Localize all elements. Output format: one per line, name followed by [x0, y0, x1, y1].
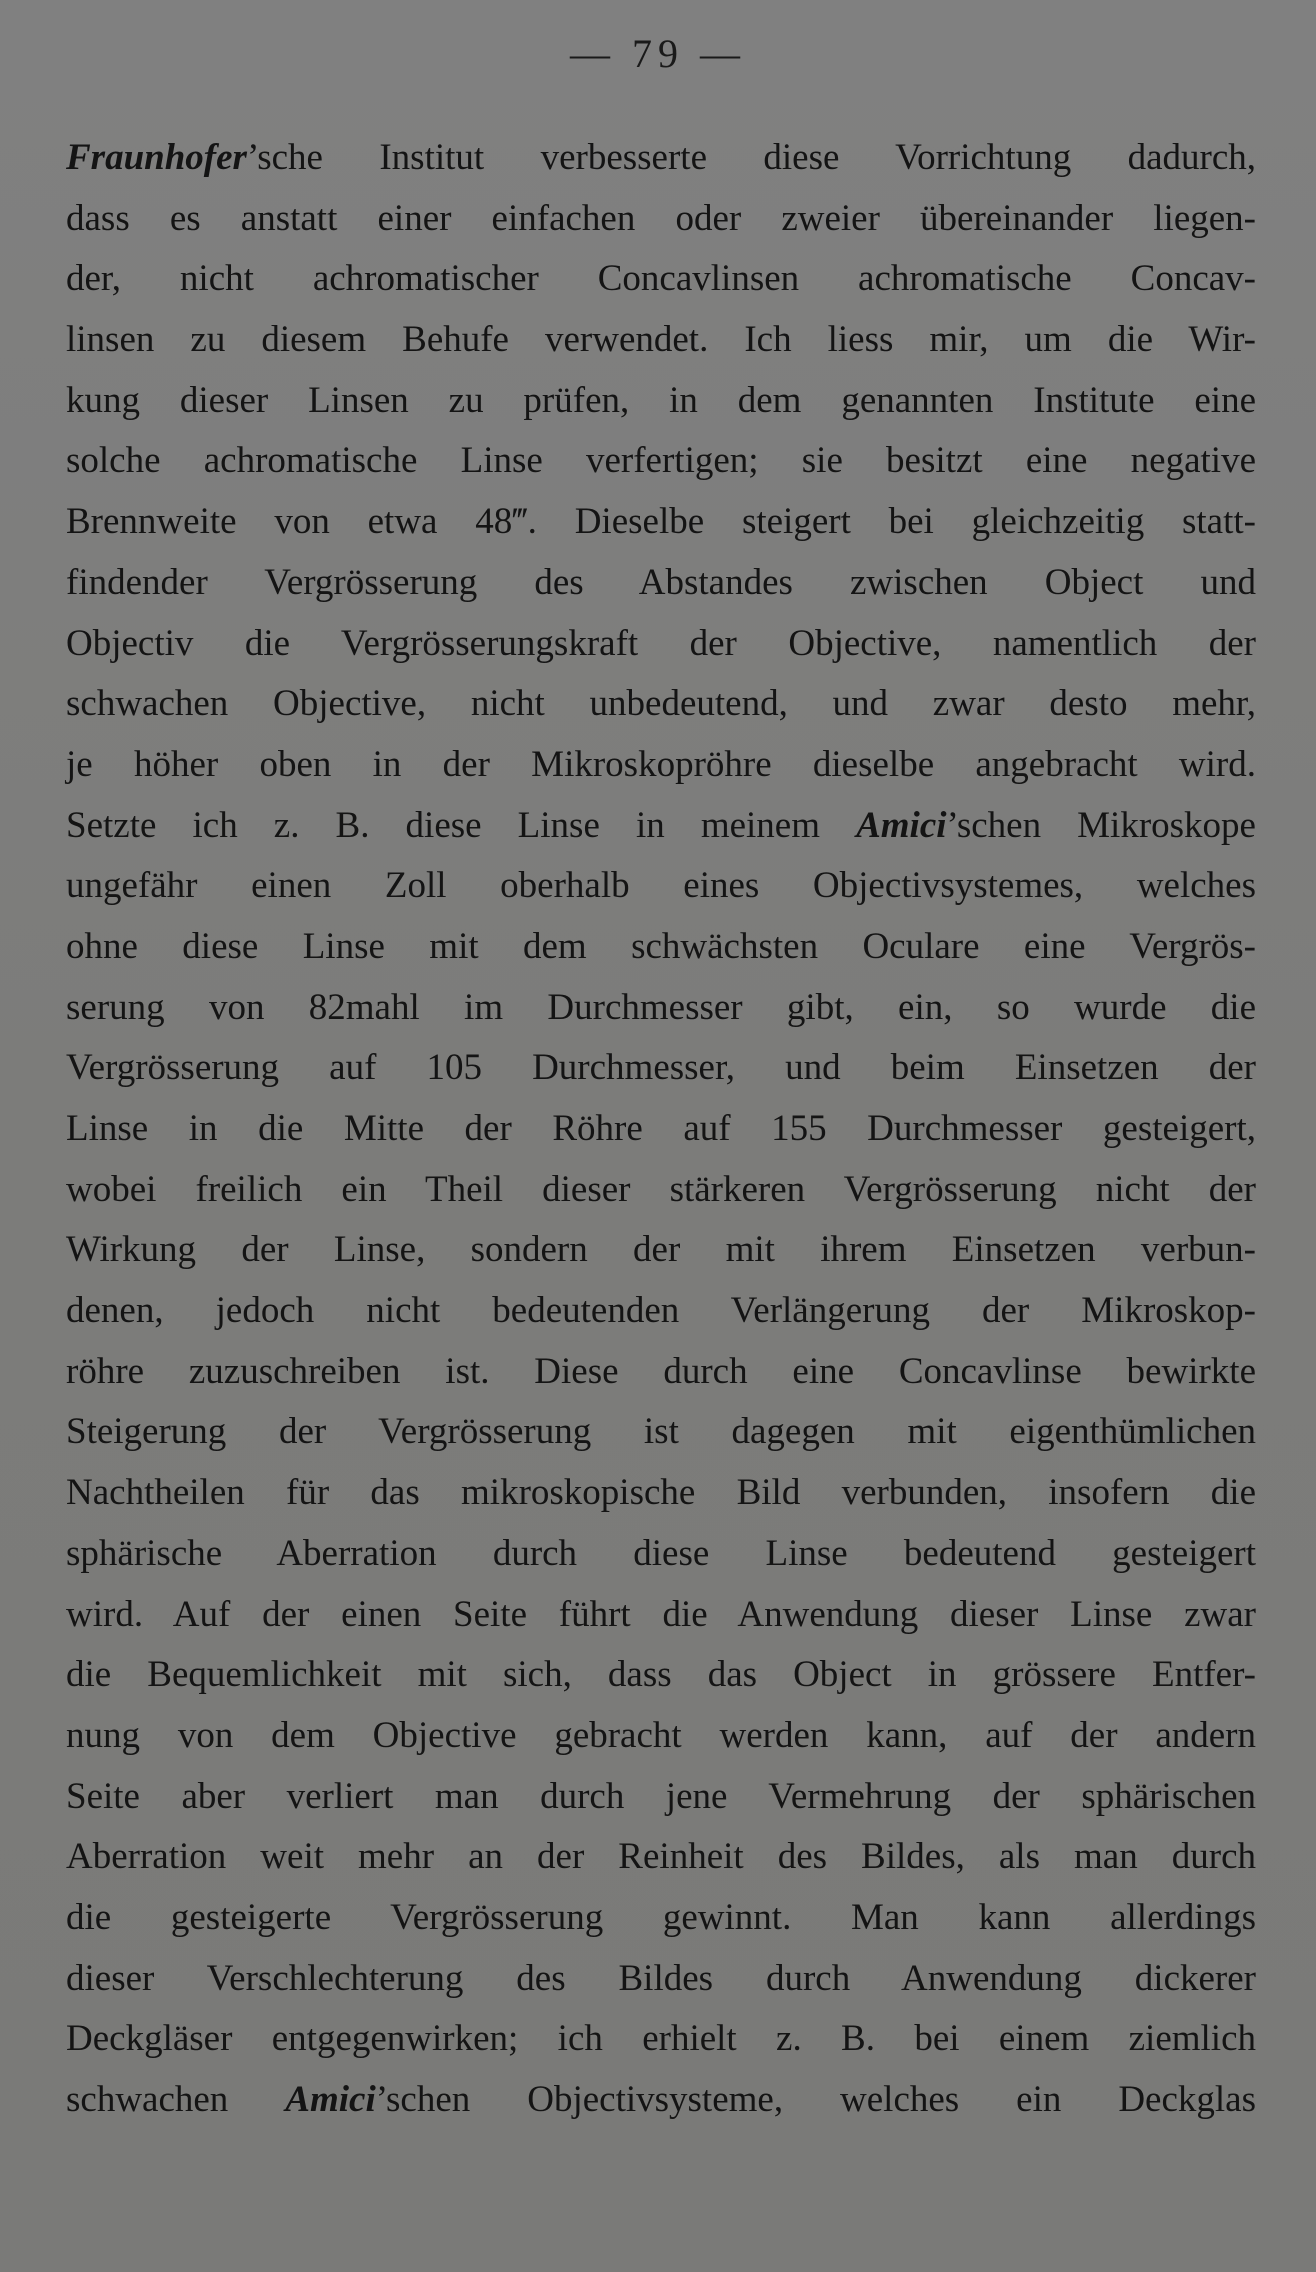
text-run: dieser Verschlechterung des Bildes durch Anwendung dickerer: [66, 1957, 1256, 1999]
page-number: — 79 —: [570, 31, 746, 76]
text-line: [66, 249, 1256, 310]
italic-name: Amici: [856, 804, 947, 846]
text-run: ohne diese Linse mit dem schwächsten Oculare eine Vergrös-: [66, 925, 1256, 967]
text-line: [66, 1342, 1256, 1403]
text-run: schwachen Objective, nicht unbedeutend, und zwar desto mehr,: [66, 683, 1256, 725]
text-line: [66, 1281, 1256, 1342]
italic-name: Fraunhofer: [66, 137, 247, 178]
text-run: Deckgläser entgegenwirken; ich erhielt z. B. bei einem ziemlich: [66, 2018, 1256, 2060]
text-line: [66, 492, 1256, 553]
text-run: Objectiv die Vergrösserungskraft der Objective, namentlich der: [66, 622, 1256, 664]
text-line: [66, 978, 1256, 1039]
text-run: der, nicht achromatischer Concavlinsen achromatische Concav-: [66, 258, 1256, 300]
text-line: [66, 189, 1256, 250]
text-run: sphärische Aberration durch diese Linse bedeutend gesteigert: [66, 1532, 1256, 1574]
text-line: [66, 128, 1256, 189]
text-run: Vergrösserung auf 105 Durchmesser, und beim Einsetzen der: [66, 1047, 1256, 1089]
text-run: Linse in die Mitte der Röhre auf 155 Durchmesser gesteigert,: [66, 1108, 1256, 1149]
text-run: denen, jedoch nicht bedeutenden Verlängerung der Mikroskop-: [66, 1290, 1256, 1332]
text-run: Seite aber verliert man durch jene Vermehrung der sphärischen: [66, 1775, 1256, 1817]
text-run: Brennweite von etwa 48‴. Dieselbe steigert bei gleichzeitig statt-: [66, 501, 1256, 543]
text-line: [66, 1524, 1256, 1585]
text-line: [66, 2070, 1256, 2131]
text-line: [66, 431, 1256, 492]
text-line: [66, 553, 1256, 614]
text-run: Aberration weit mehr an der Reinheit des Bildes, als man durch: [66, 1836, 1256, 1878]
text-run: findender Vergrösserung des Abstandes zwischen Object und: [66, 561, 1256, 603]
text-run: serung von 82mahl im Durchmesser gibt, ein, so wurde die: [66, 986, 1256, 1028]
text-line: [66, 856, 1256, 917]
text-line: [66, 614, 1256, 675]
text-run: ’schen Objectivsysteme, welches ein Deckglas: [375, 2079, 1256, 2120]
text-run: Setzte ich z. B. diese Linse in meinem: [66, 804, 857, 846]
text-run: dass es anstatt einer einfachen oder zweier übereinander liegen-: [66, 197, 1256, 239]
text-run: ’schen Mikroskope: [946, 804, 1256, 846]
text-line: [66, 1585, 1256, 1646]
text-run: Steigerung der Vergrösserung ist dagegen mit eigenthümlichen: [66, 1411, 1256, 1453]
text-run: solche achromatische Linse verfertigen; sie besitzt eine negative: [66, 440, 1256, 482]
text-run: je höher oben in der Mikroskopröhre dieselbe angebracht wird.: [66, 743, 1256, 785]
text-line: [66, 2009, 1256, 2070]
text-run: schwachen: [66, 2079, 286, 2120]
text-line: [66, 1888, 1256, 1949]
text-run: wobei freilich ein Theil dieser stärkeren Vergrösserung nicht der: [66, 1168, 1256, 1210]
text-run: Wirkung der Linse, sondern der mit ihrem Einsetzen verbun-: [66, 1229, 1256, 1271]
text-line: [66, 735, 1256, 796]
text-line: [66, 1706, 1256, 1767]
text-run: wird. Auf der einen Seite führt die Anwendung dieser Linse zwar: [66, 1593, 1256, 1635]
text-line: [66, 917, 1256, 978]
text-line: [66, 310, 1256, 371]
text-run: röhre zuzuschreiben ist. Diese durch eine Concavlinse bewirkte: [66, 1350, 1256, 1392]
text-line: [66, 1160, 1256, 1221]
text-run: nung von dem Objective gebracht werden kann, auf der andern: [66, 1714, 1256, 1756]
text-line: [66, 1402, 1256, 1463]
italic-name: Amici: [285, 2079, 376, 2120]
text-line: [66, 1099, 1256, 1160]
text-run: kung dieser Linsen zu prüfen, in dem genannten Institute eine: [66, 379, 1256, 421]
text-run: linsen zu diesem Behufe verwendet. Ich liess mir, um die Wir-: [66, 319, 1256, 361]
text-line: [66, 1767, 1256, 1828]
text-line: [66, 1949, 1256, 2010]
text-line: [66, 796, 1256, 857]
text-run: ungefähr einen Zoll oberhalb eines Objectivsystemes, welches: [66, 865, 1256, 907]
text-line: [66, 1645, 1256, 1706]
text-run: Nachtheilen für das mikroskopische Bild verbunden, insofern die: [66, 1472, 1256, 1514]
text-line: [66, 1038, 1256, 1099]
text-line: [66, 1463, 1256, 1524]
text-line: [66, 1827, 1256, 1888]
text-run: die Bequemlichkeit mit sich, dass das Object in grössere Entfer-: [66, 1654, 1256, 1696]
text-line: [66, 674, 1256, 735]
body-text: [66, 128, 1256, 2131]
text-line: [66, 371, 1256, 432]
text-line: [66, 1220, 1256, 1281]
text-run: die gesteigerte Vergrösserung gewinnt. Man kann allerdings: [66, 1896, 1256, 1938]
text-run: ’sche Institut verbesserte diese Vorrichtung dadurch,: [246, 137, 1256, 178]
